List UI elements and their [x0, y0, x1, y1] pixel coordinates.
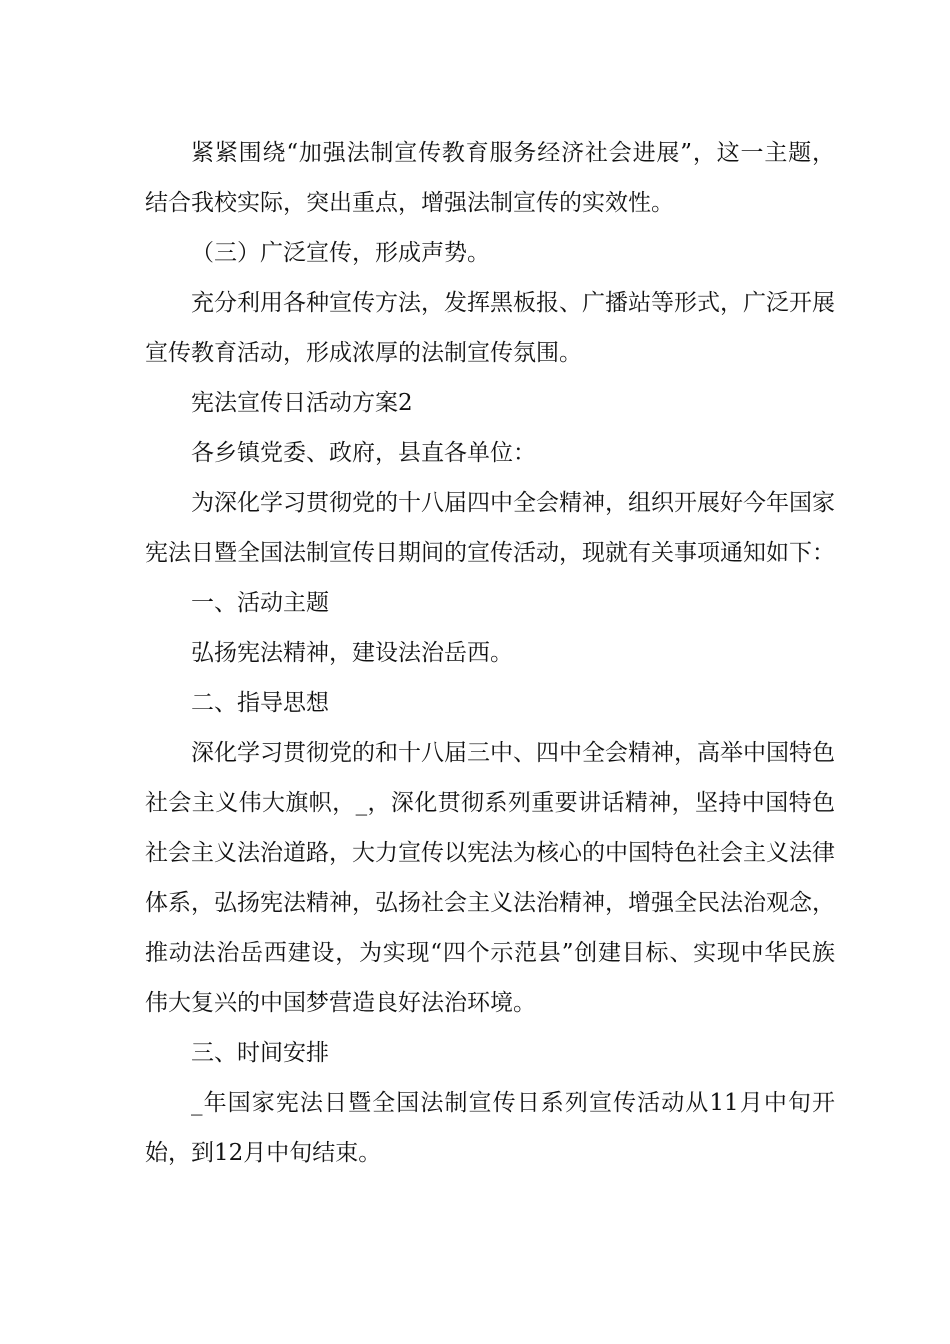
- heading-guiding-ideology: 二、指导思想: [191, 690, 329, 716]
- paragraph-notice-intro: 为深化学习贯彻党的十八届四中全会精神，组织开展好今年国家宪法日暨全国法制宣传日期间的宣传活动，现就有关事项通知如下：: [145, 490, 835, 566]
- paragraph-activity-theme: 弘扬宪法精神，建设法治岳西。: [191, 640, 513, 666]
- paragraph-guiding-ideology: 深化学习贯彻党的和十八届三中、四中全会精神，高举中国特色社会主义伟大旗帜，_，深化贯彻系列重要讲话精神，坚持中国特色社会主义法治道路，大力宣传以宪法为核心的中国特色社会主义法律体系，弘扬宪法精神，弘扬社会主义法治精神，增强全民法治观念，推动法治岳西建设，为实现“四个示范县”创建目标、实现中华民族伟大复兴的中国梦营造良好法治环境。: [145, 740, 835, 1016]
- salutation: 各乡镇党委、政府，县直各单位：: [191, 440, 536, 466]
- section-title-plan-2: 宪法宣传日活动方案2: [191, 390, 413, 416]
- document-body: [145, 128, 835, 1178]
- paragraph-publicity-methods: 充分利用各种宣传方法，发挥黑板报、广播站等形式，广泛开展宣传教育活动，形成浓厚的法制宣传氛围。: [145, 290, 835, 366]
- heading-time-arrangement: 三、时间安排: [191, 1040, 329, 1066]
- heading-activity-theme: 一、活动主题: [191, 590, 329, 616]
- paragraph-theme-focus: 紧紧围绕“加强法制宣传教育服务经济社会进展”，这一主题，结合我校实际，突出重点，增强法制宣传的实效性。: [145, 140, 835, 216]
- subheading-wide-publicity: （三）广泛宣传，形成声势。: [191, 240, 490, 266]
- paragraph-time-arrangement: _年国家宪法日暨全国法制宣传日系列宣传活动从11月中旬开始，到12月中旬结束。: [145, 1090, 835, 1166]
